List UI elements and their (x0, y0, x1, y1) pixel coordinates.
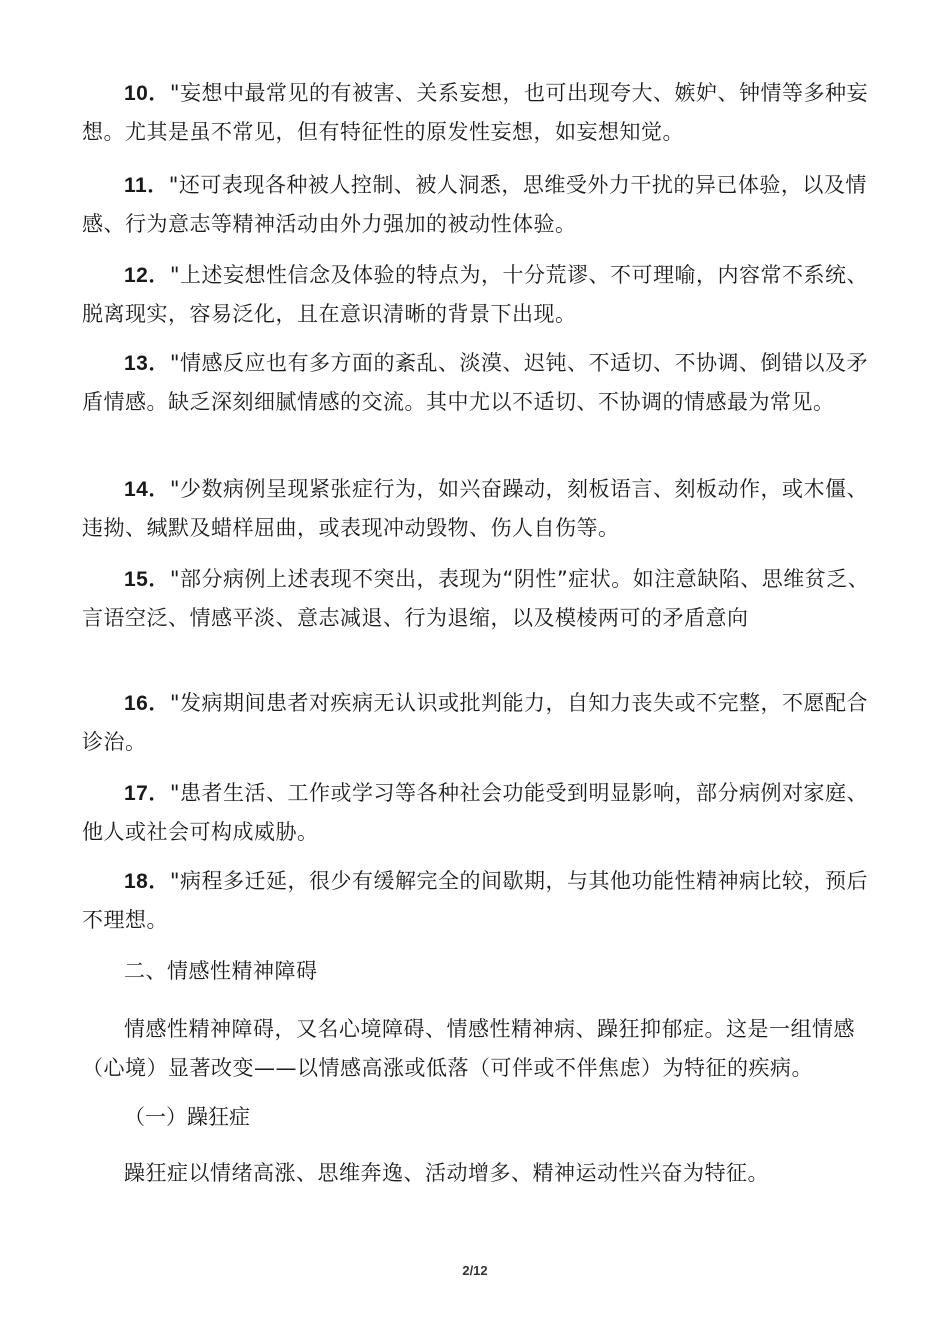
item-number: 14． (124, 478, 170, 501)
item-number: 17． (124, 782, 170, 805)
section-intro: 情感性精神障碍，又名心境障碍、情感性精神病、躁狂抑郁症。这是一组情感（心境）显著改变——以情感高涨或低落（可伴或不伴焦虑）为特征的疾病。 (82, 1017, 855, 1080)
item-number: 10． (124, 82, 170, 105)
item-text: "少数病例呈现紧张症行为，如兴奋躁动，刻板语言、刻板动作，或木僵、违拗、缄默及蜡样屈曲，或表现冲动毁物、伤人自伤等。 (82, 477, 869, 540)
item-text: "还可表现各种被人控制、被人洞悉，思维受外力干扰的异已体验，以及情感、行为意志等精神活动由外力强加的被动性体验。 (82, 173, 867, 236)
subsection-text: 躁狂症以情绪高涨、思维奔逸、活动增多、精神运动性兴奋为特征。 (124, 1161, 769, 1185)
item-text: "患者生活、工作或学习等各种社会功能受到明显影响，部分病例对家庭、他人或社会可构成威胁。 (82, 781, 869, 844)
item-text: "上述妄想性信念及体验的特点为，十分荒谬、不可理喻，内容常不系统、脱离现实，容易泛化，且在意识清晰的背景下出现。 (82, 263, 869, 326)
item-number: 18． (124, 870, 170, 893)
list-item-17 (82, 774, 872, 852)
list-item-10 (82, 74, 872, 152)
item-number: 12． (124, 264, 170, 287)
list-item-13 (82, 344, 872, 422)
list-item-16 (82, 684, 872, 762)
item-number: 11． (124, 174, 169, 197)
page-number: 2/12 (462, 1263, 488, 1278)
list-item-15 (82, 560, 872, 638)
item-text: "妄想中最常见的有被害、关系妄想，也可出现夸大、嫉妒、钟情等多种妄想。尤其是虽不常见，但有特征性的原发性妄想，如妄想知觉。 (82, 81, 869, 144)
subsection-heading: （一）躁狂症 (124, 1105, 250, 1129)
item-number: 13． (124, 352, 170, 375)
item-number: 16． (124, 692, 170, 715)
item-text: "情感反应也有多方面的紊乱、淡漠、迟钝、不适切、不协调、倒错以及矛盾情感。缺乏深刻细腻情感的交流。其中尤以不适切、不协调的情感最为常见。 (82, 351, 869, 414)
section-heading: 二、情感性精神障碍 (124, 959, 318, 983)
item-text: "发病期间患者对疾病无认识或批判能力，自知力丧失或不完整，不愿配合诊治。 (82, 691, 869, 754)
item-number: 15． (124, 568, 170, 591)
list-item-18 (82, 862, 872, 940)
list-item-12 (82, 256, 872, 334)
list-item-14 (82, 470, 872, 548)
item-text: "病程多迁延，很少有缓解完全的间歇期，与其他功能性精神病比较，预后不理想。 (82, 869, 869, 932)
list-item-11 (82, 166, 872, 244)
item-text: "部分病例上述表现不突出，表现为“阴性”症状。如注意缺陷、思维贫乏、言语空泛、情感平淡、意志减退、行为退缩，以及模棱两可的矛盾意向 (82, 567, 870, 630)
